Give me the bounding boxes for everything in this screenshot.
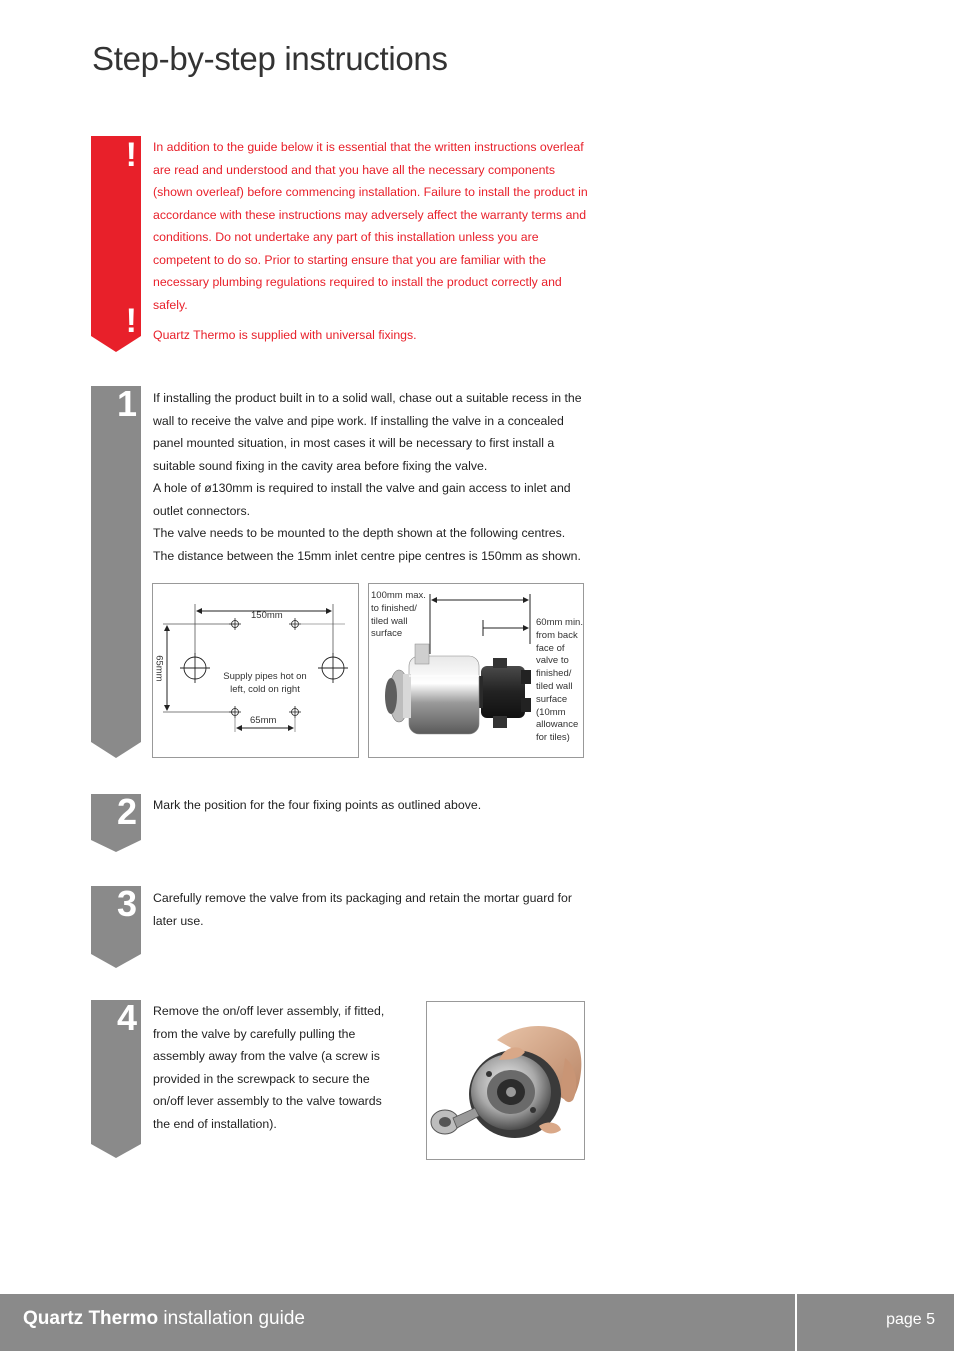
warning-text [153,136,588,347]
supply-pipes-caption: Supply pipes hot on left, cold on right [223,671,307,695]
footer-title-bar [0,1294,795,1351]
warning-paragraph: In addition to the guide below it is essential that the written instructions overleaf are read and understood and that you have all the necessary components (shown overleaf) before commencing installation. Failure to install the product in accordance with these instructions may adversely affect the warranty terms and conditions. Do not undertake any part of this installation unless you are competent to do so. Prior to starting ensure that you are familiar with the necessary plumbing regulations required to install the product correctly and safely. [153,140,588,312]
step-1-number: 1 [116,383,137,424]
step-1-banner-shape [91,383,141,758]
step-2-marker [91,791,141,852]
page-title: Step-by-step instructions [92,40,448,77]
step-3-text [153,887,583,932]
step-4-text [153,1000,401,1135]
step-4-number: 4 [116,997,137,1038]
step-2-paragraph: Mark the position for the four fixing points as outlined above. [153,798,482,812]
label-60mm-min: 60mm min. from back face of valve to finished/ tiled wall surface (10mm allowance for tiles) [536,617,583,744]
step-4-marker [91,997,141,1158]
step-4-paragraph: Remove the on/off lever assembly, if fitted, from the valve by carefully pulling the assembly away from the valve (a screw is provided in the screwpack to secure the on/off lever assembly to the valve towards the end of installation). [153,1004,385,1131]
step-2-text [153,794,593,817]
lever-removal-photo [426,1001,585,1160]
fixing-centres-diagram [152,583,359,758]
exclamation-icon: ! [125,136,137,174]
step-1-text [153,387,593,567]
footer-page-box [797,1294,954,1351]
step-2-number: 2 [116,791,137,832]
footer-title [23,1308,305,1330]
step-3-marker [91,883,141,968]
exclamation-icon: ! [125,302,137,340]
valve-depth-diagram [368,583,584,758]
footer [0,1294,954,1351]
step-1-marker [91,383,141,758]
step-1-paragraph: If installing the product built in to a solid wall, chase out a suitable recess in the wall to receive the valve and pipe work. If installing the valve in a concealed panel mounted situation, in most cases it will be necessary to first install a suitable sound fixing in the cavity area before fixing the valve. [153,391,582,473]
dimension-65mm-horizontal: 65mm [250,715,277,726]
warning-note: Quartz Thermo is supplied with universal fixings. [153,328,417,342]
step-3-number: 3 [116,883,137,924]
label-100mm-max: 100mm max. to finished/ tiled wall surface [371,590,426,640]
step-1-paragraph: A hole of ø130mm is required to install the valve and gain access to inlet and outlet connectors. [153,481,571,518]
step-3-paragraph: Carefully remove the valve from its packaging and retain the mortar guard for later use. [153,891,572,928]
page-number: page 5 [886,1311,935,1328]
step-1-paragraph: The distance between the 15mm inlet centre pipe centres is 150mm as shown. [153,548,581,563]
footer-subtitle: installation guide [163,1308,305,1329]
footer-brand: Quartz Thermo [23,1308,159,1329]
step-1-paragraph: The valve needs to be mounted to the depth shown at the following centres. [153,526,566,540]
warning-marker [91,136,141,352]
dimension-65mm-vertical: 65mm [153,655,165,682]
dimension-150mm: 150mm [251,610,283,621]
lever-removal-illustration [427,1002,584,1159]
